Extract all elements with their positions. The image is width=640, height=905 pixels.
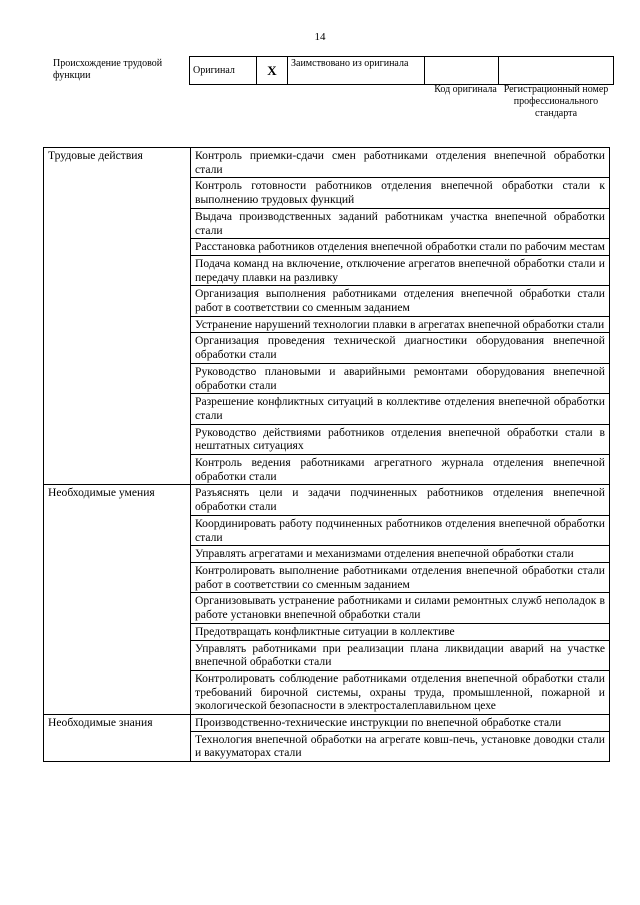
table-cell: Разъяснять цели и задачи подчиненных работников отделения внепечной обработки стали [191, 485, 610, 515]
table-cell: Контролировать выполнение работниками отделения внепечной обработки стали работ в соответствии со сменным заданием [191, 562, 610, 592]
table-cell: Управлять агрегатами и механизмами отделения внепечной обработки стали [191, 546, 610, 563]
function-table [43, 147, 610, 762]
reg-number-cell [499, 57, 614, 85]
section-label: Необходимые знания [44, 715, 191, 762]
table-cell: Организация проведения технической диагностики оборудования внепечной обработки стали [191, 333, 610, 363]
table-cell: Предотвращать конфликтные ситуации в коллективе [191, 623, 610, 640]
origin-table [189, 56, 614, 85]
table-cell: Руководство плановыми и аварийными ремонтами оборудования внепечной обработки стали [191, 363, 610, 393]
table-cell: Контроль готовности работников отделения внепечной обработки стали к выполнению трудовых функций [191, 178, 610, 208]
table-cell: Технология внепечной обработки на агрегате ковш-печь, установке доводки стали и вакууматорах стали [191, 731, 610, 761]
table-cell: Устранение нарушений технологии плавки в агрегатах внепечной обработки стали [191, 316, 610, 333]
page-number: 14 [314, 31, 326, 43]
code-caption: Код оригинала [434, 84, 497, 95]
origin-label: Происхождение трудовой функции [53, 58, 163, 81]
table-cell: Руководство действиями работников отделения внепечной обработки стали в нештатных ситуациях [191, 424, 610, 454]
reg-caption: Регистрационный номер профессионального стандарта [503, 84, 609, 119]
table-cell: Контроль приемки-сдачи смен работниками отделения внепечной обработки стали [191, 148, 610, 178]
original-cell: Оригинал [190, 57, 257, 85]
table-cell: Контролировать соблюдение работниками отделения внепечной обработки стали требований бирочной системы, охраны труда, промышленной, пожарной и экологической безопасности в электросталеплавильном цехе [191, 670, 610, 714]
table-cell: Управлять работниками при реализации плана ликвидации аварий на участке внепечной обработки стали [191, 640, 610, 670]
section-label: Необходимые умения [44, 485, 191, 715]
table-row [44, 148, 610, 178]
table-row [44, 715, 610, 732]
table-cell: Контроль ведения работниками агрегатного журнала отделения внепечной обработки стали [191, 455, 610, 485]
borrowed-cell: Заимствовано из оригинала [288, 57, 425, 85]
table-cell: Выдача производственных заданий работникам участка внепечной обработки стали [191, 208, 610, 238]
table-cell: Расстановка работников отделения внепечной обработки стали по рабочим местам [191, 239, 610, 256]
table-cell: Координировать работу подчиненных работников отделения внепечной обработки стали [191, 515, 610, 545]
table-cell: Производственно-технические инструкции по внепечной обработке стали [191, 715, 610, 732]
table-cell: Подача команд на включение, отключение агрегатов внепечной обработки стали и передачу плавки на разливку [191, 255, 610, 285]
table-cell: Организация выполнения работниками отделения внепечной обработки стали работ в соответствии со сменным заданием [191, 286, 610, 316]
section-label: Трудовые действия [44, 148, 191, 485]
code-cell [425, 57, 499, 85]
table-cell: Разрешение конфликтных ситуаций в коллективе отделения внепечной обработки стали [191, 394, 610, 424]
table-cell: Организовывать устранение работниками и силами ремонтных служб неполадок в работе установки внепечной обработки стали [191, 593, 610, 623]
table-row [44, 485, 610, 515]
original-mark: X [257, 57, 288, 85]
